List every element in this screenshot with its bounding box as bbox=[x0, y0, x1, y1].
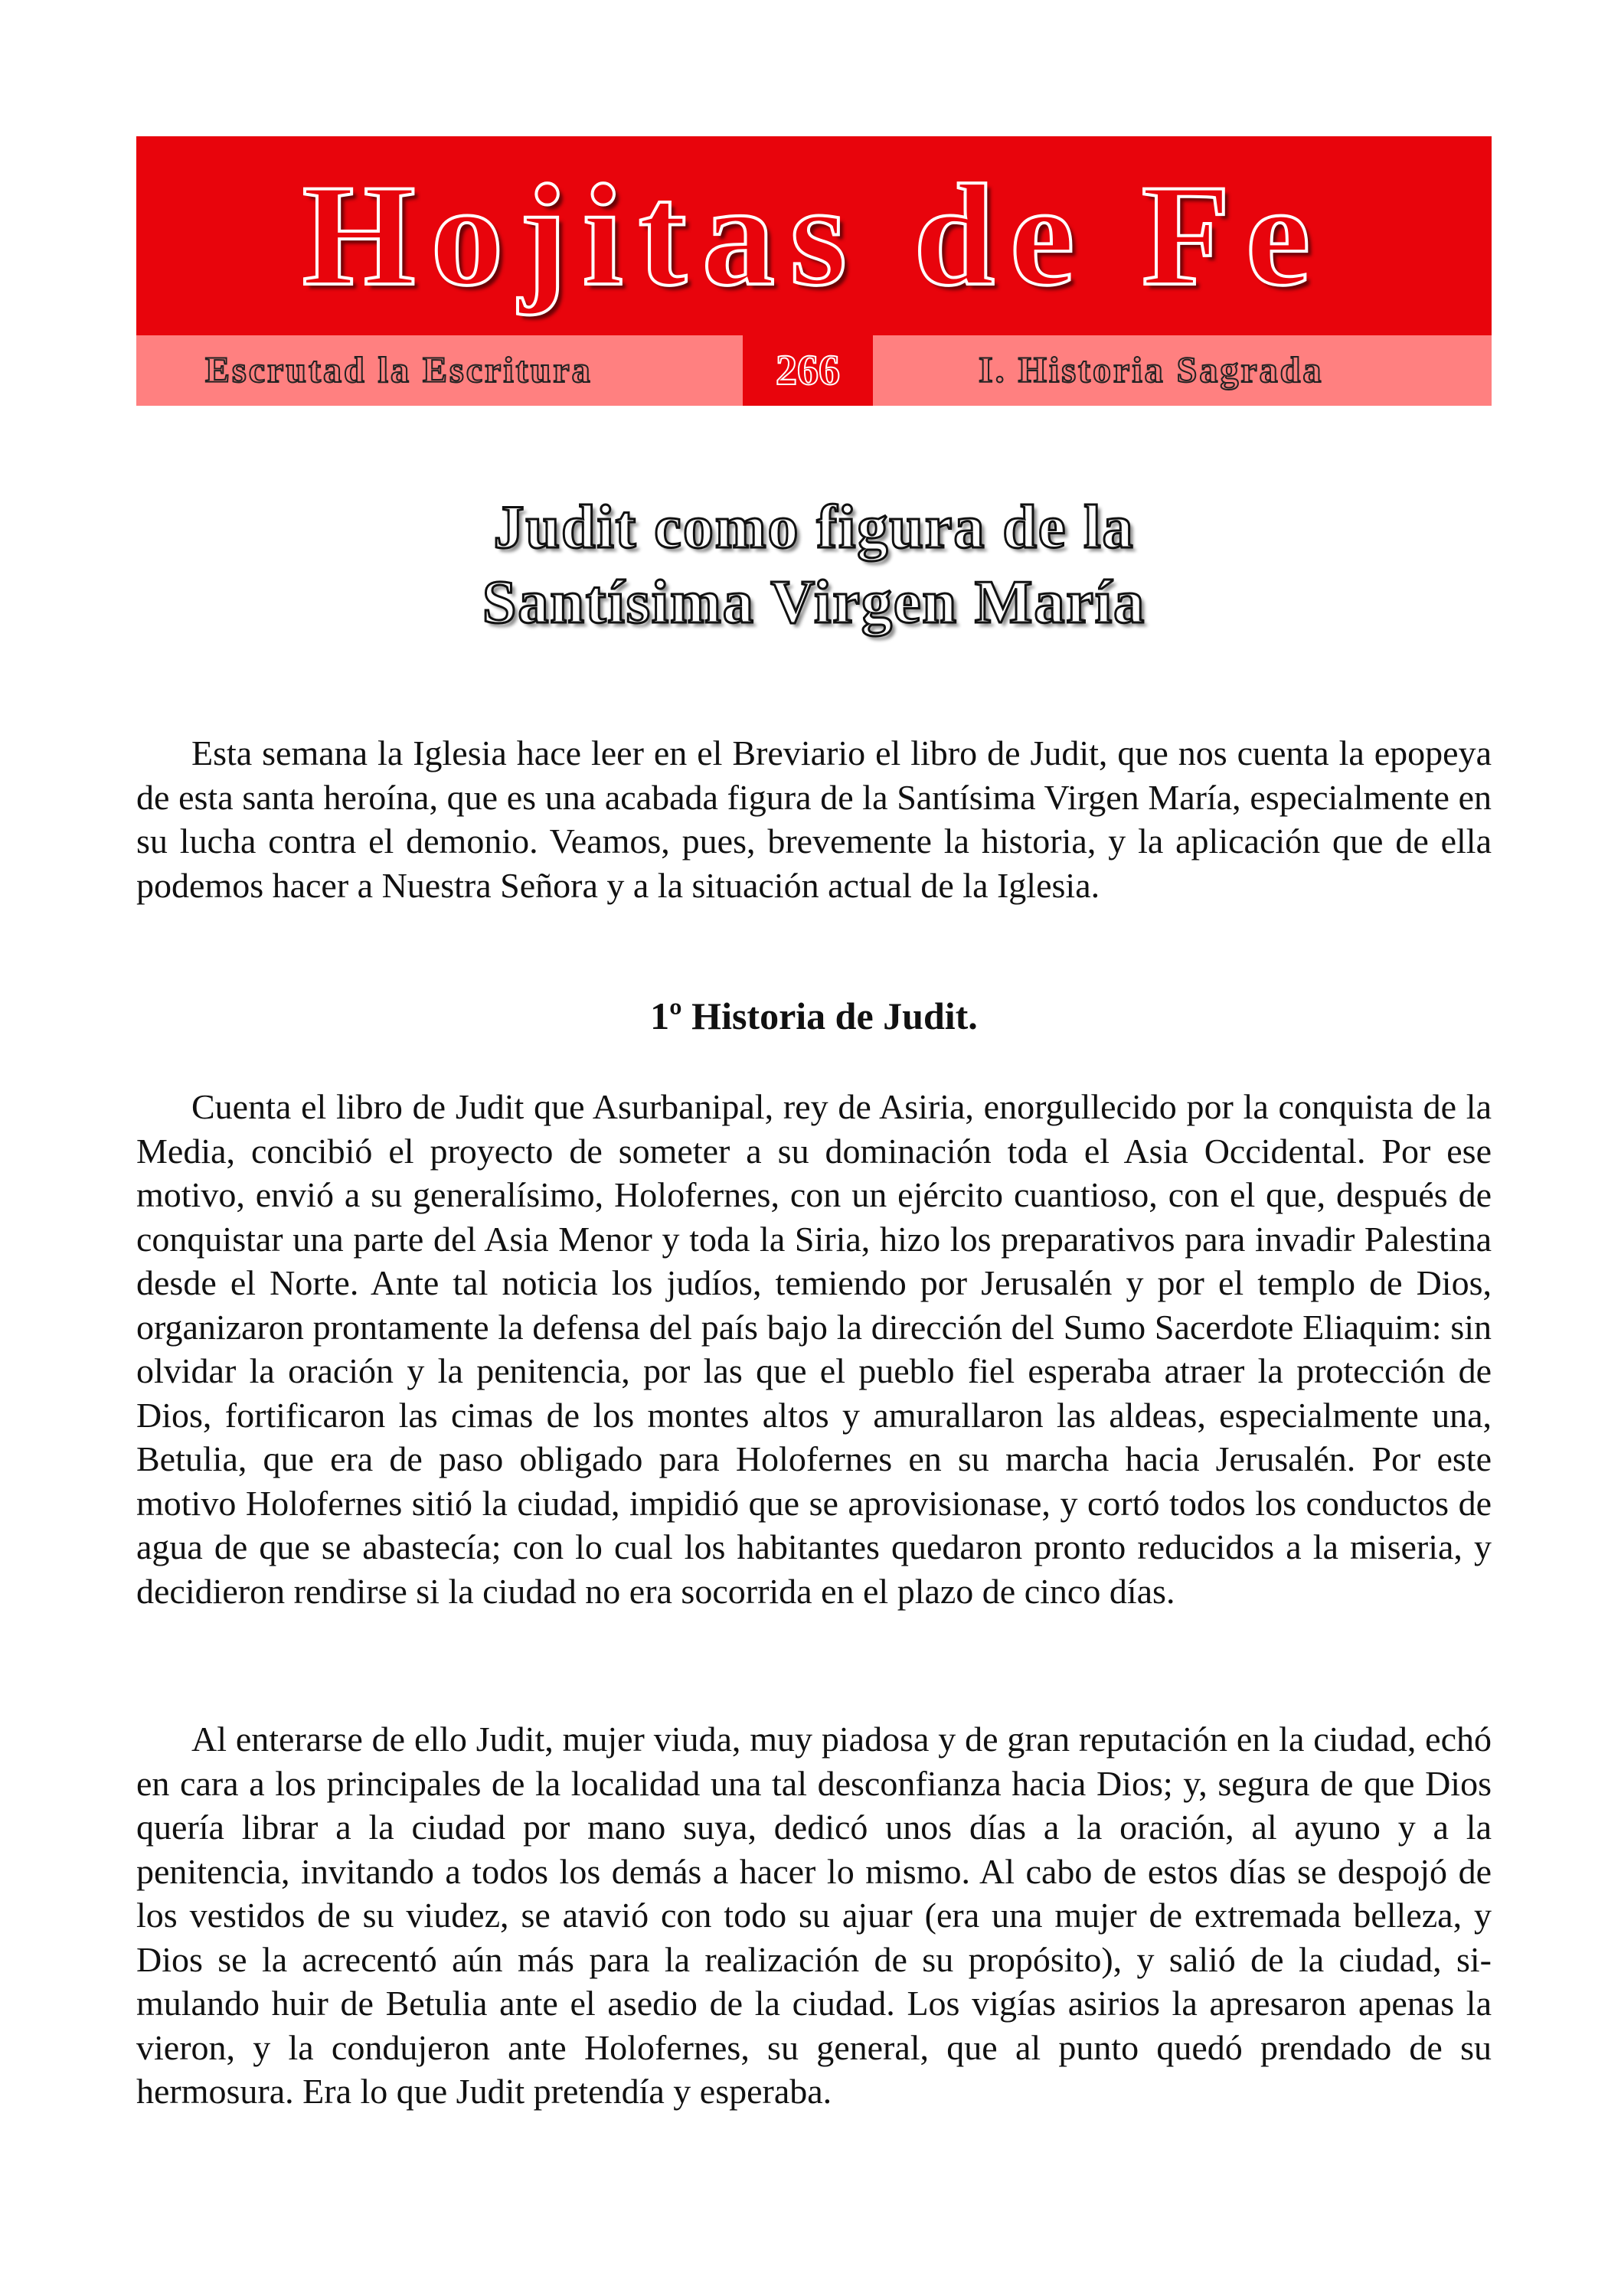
masthead-title: Hojitas de Fe bbox=[302, 155, 1326, 316]
article-title-line-1: Judit como figura de la bbox=[493, 494, 1135, 561]
masthead-section-label: I. Historia Sagrada bbox=[979, 350, 1324, 390]
section-heading: 1º Historia de Judit. bbox=[650, 994, 978, 1037]
intro-paragraph: Esta semana la Iglesia hace leer en el Breviario el libro de Judit, que nos cuenta la epopeya de esta santa heroína, que es una acabada figura de la Santísima Virgen María, especialmente en su lucha contra el demonio. Veamos, pues, brevemente la historia, y la aplicación que de ella podemos hacer a Nuestra Señora y a la situación actual de la Iglesia. bbox=[136, 733, 1492, 905]
article-title bbox=[136, 490, 1492, 640]
masthead-series-label: Escrutad la Escritura bbox=[205, 350, 593, 390]
article-title-line-2: Santísima Virgen María bbox=[482, 569, 1146, 636]
issue-number: 266 bbox=[776, 347, 840, 394]
body-paragraph: Al enterarse de ello Judit, mujer viuda, muy piadosa y de gran reputación en la ciudad, echó en cara a los principales de la localidad una tal desconfianza hacia Dios; y, segura de que Dios quería librar a la ciudad por mano suya, dedicó unos días a la oración, al ayuno y a la penitencia, invitando a todos los demás a hacer lo mismo. Al cabo de estos días se despojó de los vestidos de su viudez, se atavió con todo su ajuar (era una mujer de extremada belleza, y Dios se la acrecentó aún más para la realización de su propósito), y salió de la ciudad, simulando huir de Betulia ante el asedio de la ciudad. Los vigías asirios la apresaron apenas la vieron, y la condujeron ante Holofernes, su general, que al punto quedó prendado de su hermosura. Era lo que Judit pretendía y esperaba. bbox=[136, 1720, 1492, 2111]
masthead bbox=[136, 136, 1492, 406]
body-paragraph: Cuenta el libro de Judit que Asurbanipal, rey de Asiria, enorgullecido por la conquista de la Media, concibió el proyecto de someter a su dominación toda el Asia Occidental. Por ese motivo, envió a su generalísimo, Holofernes, con un ejército cuantioso, con el que, después de conquistar una parte del Asia Menor y toda la Siria, hizo los preparativos para invadir Palestina desde el Norte. Ante tal noticia los judíos, temiendo por Jerusalén y por el templo de Dios, organizaron prontamente la defensa del país bajo la dirección del Sumo Sacerdote Eliaquim: sin olvidar la oración y la penitencia, por las que el pueblo fiel esperaba atraer la protección de Dios, fortificaron las cimas de los montes altos y amurallaron las aldeas, especialmente una, Betulia, que era de paso obligado para Holofernes en su marcha hacia Jerusalén. Por este motivo Holofernes sitió la ciudad, impidió que se aprovisionase, y cortó todos los conductos de agua de que se abastecía; con lo cual los habitantes quedaron pronto reducidos a la miseria, y decidieron rendirse si la ciudad no era socorrida en el plazo de cinco días. bbox=[136, 1087, 1492, 1611]
